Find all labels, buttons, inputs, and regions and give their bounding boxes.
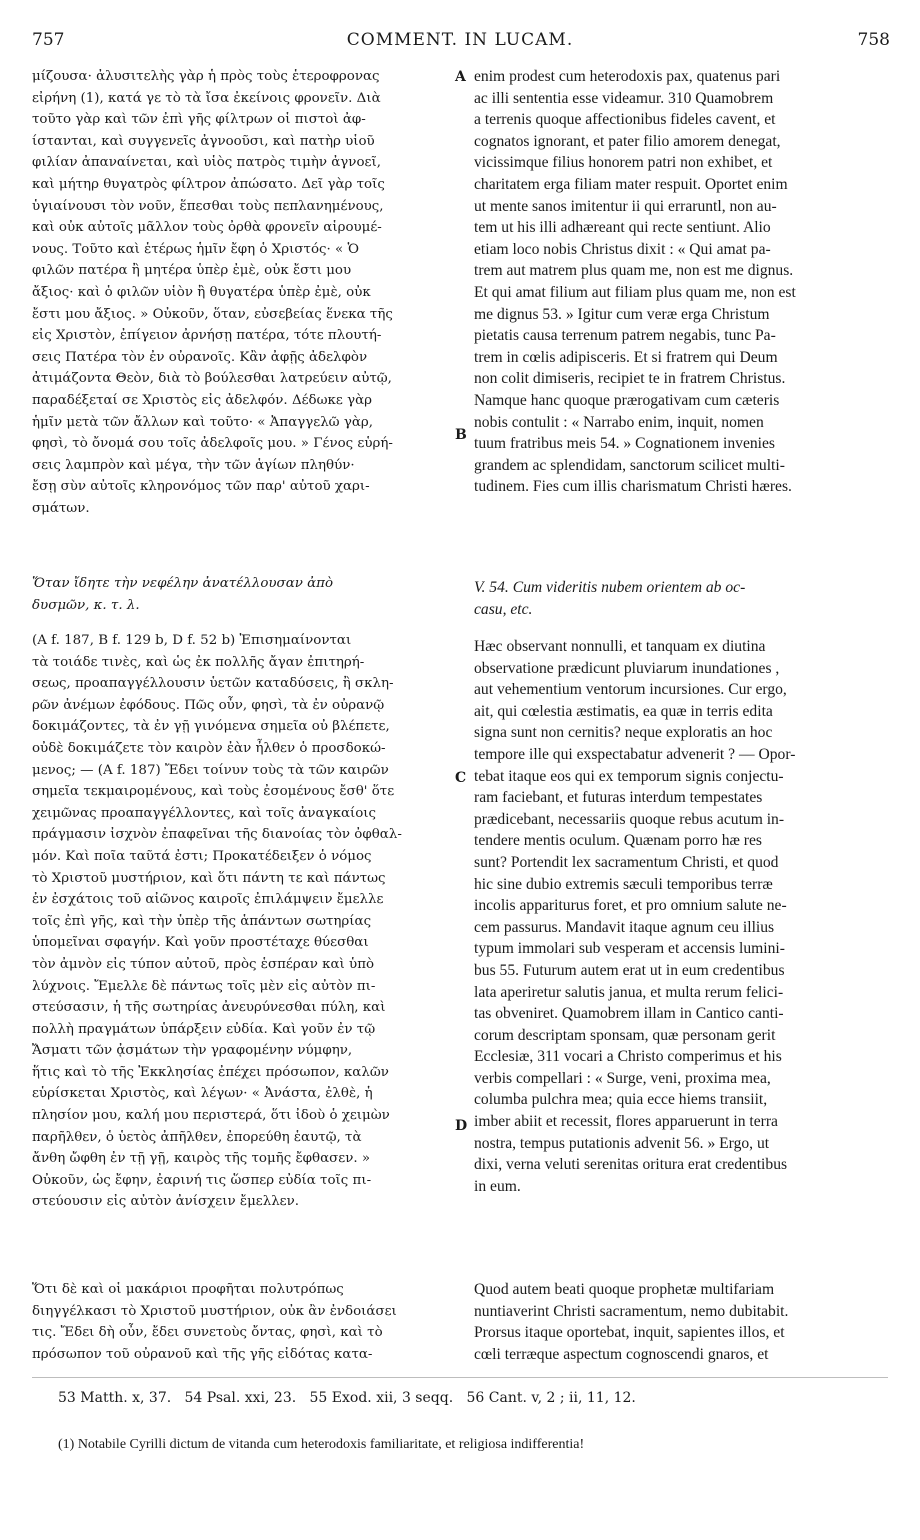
text-line: trem aut matrem plus quam me, non est me dignus. — [474, 262, 794, 280]
text-line: Quod autem beati quoque prophetæ multifariam — [474, 1281, 775, 1298]
text-line: σεις λαμπρὸν καὶ μέγα, τὴν τῶν ἁγίων πληθύν· — [32, 457, 355, 473]
text-line: φησὶ, τὸ ὄνομά σου τοῖς ἀδελφοῖς μου. » Γένος εὑρή- — [32, 436, 393, 452]
text-line: tem ut his illi adhæreant qui recte sentiunt. Alio — [474, 219, 771, 237]
greek-text-block-2 — [32, 630, 460, 1213]
text-line: λύχνοις. Ἔμελλε δὲ πάντως τοῖς μὲν εἰς αὐτὸν πι- — [32, 978, 376, 994]
text-line: vicissimque filius honorem patri non exhibet, et — [474, 154, 773, 172]
footnote: (1) Notabile Cyrilli dictum de vitanda cum heterodoxis familiaritate, et religiosa indifferentia! — [58, 1437, 585, 1452]
text-line: μενος; — (A f. 187) Ἔδει τοίνυν τοὺς τὰ τῶν καιρῶν — [32, 762, 389, 778]
text-line: bus 55. Futurum autem erat ut in eum credentibus — [474, 961, 785, 979]
text-line: ίστανται, καὶ συγγενεῖς ἀγνοοῦσι, καὶ πατὴρ υἱοῦ — [32, 133, 375, 149]
page-header — [0, 30, 920, 56]
margin-letter-d: D — [455, 1118, 468, 1134]
text-line: καὶ μήτηρ θυγατρὸς φίλτρον ἀπώσατο. Δεῖ γὰρ τοῖς — [32, 176, 385, 192]
greek-text-block-3 — [32, 1279, 460, 1365]
text-line: me dignus 53. » Igitur cum veræ erga Christum — [474, 305, 770, 323]
lemma-line: δυσμῶν, κ. τ. λ. — [32, 597, 140, 613]
text-line: nostra, tempus putationis advenit 56. » Ergo, ut — [474, 1134, 770, 1152]
text-line: οὐδὲ δοκιμάζετε τὸν καιρὸν ἐὰν ἦλθεν ὁ προσδοκώ- — [32, 740, 386, 756]
text-line: ἔστι μου ἄξιος. » Οὐκοῦν, ὅταν, εὐσεβείας ἕνεκα τῆς — [32, 306, 393, 322]
text-line: ἐν ἐσχάτοις τοῦ αἰῶνος καιροῖς ἐπιλάμψειν ἔμελλε — [32, 892, 384, 908]
text-line: Ἄσματι τῶν ᾀσμάτων τὴν γραφομένην νύμφην, — [32, 1043, 353, 1059]
footnote-divider — [32, 1377, 888, 1378]
text-line: in eum. — [474, 1177, 521, 1195]
text-line: τοῖς ἐπὶ γῆς, καὶ τὴν ὑπὲρ τῆς ἁπάντων σωτηρίας — [32, 913, 372, 929]
text-line: στεύουσιν εἰς αὐτὸν ἀνίσχειν ἔμελλεν. — [32, 1194, 300, 1210]
text-line: charitatem erga filiam mater respuit. Oportet enim — [474, 175, 788, 193]
text-line: τοῦτο γὰρ καὶ τῶν ἐπὶ γῆς φίλτρων οἱ πιστοὶ ἀφ- — [32, 112, 366, 128]
text-line: nobis contulit : « Narrabo enim, inquit, nomen — [474, 413, 764, 431]
latin-lemma — [474, 577, 889, 620]
text-line: διηγγέλκασι τὸ Χριστοῦ μυστήριον, οὐκ ἂν ἐνδοιάσει — [32, 1303, 397, 1319]
text-line: (A f. 187, B f. 129 b, D f. 52 b) Ἐπισημαίνονται — [32, 633, 352, 648]
text-line: corum descriptam sponsam, quæ personam gerit — [474, 1026, 776, 1044]
text-line: lata aperiretur salutis janua, et multa rerum felici- — [474, 983, 784, 1001]
right-page-number: 758 — [857, 30, 890, 50]
text-line: εἰς Χριστὸν, ἐπίγειον ἀρνήσῃ πατέρα, τότε πλουτή- — [32, 328, 382, 344]
text-line: ρῶν ἀνέμων ἐφόδους. Πῶς οὖν, φησὶ, τὰ ἐν οὐρανῷ — [32, 697, 385, 713]
text-line: σημεῖα τεκμαιρομένους, καὶ τοὺς ἐσομένους ἔσθ' ὅτε — [32, 784, 395, 800]
text-line: τις. Ἔδει δὴ οὖν, ἔδει συνετοὺς ὄντας, φησὶ, καὶ τὸ — [32, 1325, 383, 1341]
text-line: τὰ τοιάδε τινὲς, καὶ ὡς ἐκ πολλῆς ἄγαν ἐπιτηρή- — [32, 654, 365, 670]
latin-text-block-2 — [474, 636, 889, 1197]
text-line: ἥτις καὶ τὸ τῆς Ἐκκλησίας ἐπέχει πρόσωπον, καλῶν — [32, 1064, 389, 1080]
text-line: imber abiit et recessit, flores apparuerunt in terra — [474, 1113, 778, 1131]
text-line: πράγμασιν ἰσχνὸν ἐπαφεῖναι τῆς διανοίας τὸν ὀφθαλ- — [32, 827, 402, 843]
text-line: παρῆλθεν, ὁ ὑετὸς ἀπῆλθεν, ἐπορεύθη ἑαυτῷ, τὰ — [32, 1129, 362, 1145]
text-line: στεύσασιν, ἡ τῆς σωτηρίας ἀνευρύνεσθαι πύλη, καὶ — [32, 1000, 386, 1016]
lemma-line: Ὅταν ἴδητε τὴν νεφέλην ἀνατέλλουσαν ἀπὸ — [32, 576, 334, 591]
text-line: prædicebant, necessariis quoque rebus acutum in- — [474, 810, 785, 828]
text-line: ἀτιμάζοντα Θεὸν, διὰ τὸ βούλεσθαι λατρεύειν αὐτῷ, — [32, 371, 392, 387]
latin-text-block-3 — [474, 1279, 889, 1365]
text-line: ὑπομεῖναι σφαγήν. Καὶ γοῦν προστέταχε θύεσθαι — [32, 935, 369, 951]
text-line: μόν. Καὶ ποῖα ταῦτά ἐστι; Προκατέδειξεν ὁ νόμος — [32, 848, 372, 864]
text-line: trem in cœlis adipisceris. Et si fratrem qui Deum — [474, 348, 778, 366]
text-line: tebat itaque eos qui ex temporum signis conjectu- — [474, 767, 784, 785]
lemma-line: casu, etc. — [474, 600, 533, 618]
text-line: εἰρήνη (1), κατά γε τὸ τὰ ἴσα ἐκείνοις φρονεῖν. Διὰ — [32, 90, 381, 106]
scripture-references: 53 Matth. x, 37. 54 Psal. xxi, 23. 55 Exod. xii, 3 seqq. 56 Cant. v, 2 ; ii, 11, 12. — [58, 1390, 636, 1406]
text-line: ἔσῃ σὺν αὐτοῖς κληρονόμος τῶν παρ' αὐτοῦ χαρι- — [32, 479, 370, 495]
text-line: ἡμῖν μετὰ τῶν ἄλλων καὶ τοῦτο· « Ἀπαγγελῶ γὰρ, — [32, 414, 374, 430]
margin-letter-b: B — [455, 427, 467, 443]
greek-text-block-1 — [32, 66, 460, 519]
text-line: ἄνθη ὤφθη ἐν τῇ γῇ, καιρὸς τῆς τομῆς ἔφθασεν. » — [32, 1151, 371, 1167]
text-line: δοκιμάζοντες, τὰ ἐν γῇ γινόμενα σημεῖα οὐ βλέπετε, — [32, 719, 390, 735]
text-line: columba pulchra mea; quia ecce hiems transiit, — [474, 1091, 768, 1109]
text-line: φιλῶν πατέρα ἢ μητέρα ὑπὲρ ἐμὲ, οὐκ ἔστι μου — [32, 263, 352, 279]
text-line: a terrenis quoque affectionibus fideles cavent, et — [474, 111, 776, 129]
text-line: signa sunt non cernitis? neque exploratis an hoc — [474, 724, 773, 742]
margin-letter-a: A — [455, 69, 466, 85]
text-line: ἄξιος· καὶ ὁ φιλῶν υἱὸν ἢ θυγατέρα ὑπὲρ ἐμὲ, οὐκ — [32, 284, 371, 300]
text-line: hic sine dubio extremis sæculi temporibus terræ — [474, 875, 773, 893]
text-line: ac illi sententia esse videamur. 310 Quamobrem — [474, 89, 774, 107]
text-line: πολλὴ πραγμάτων ὑπάρξειν εὐδία. Καὶ γοῦν ἐν τῷ — [32, 1021, 376, 1037]
text-line: enim prodest cum heterodoxis pax, quatenus pari — [474, 68, 781, 85]
text-line: Ὅτι δὲ καὶ οἱ μακάριοι προφῆται πολυτρόπως — [32, 1282, 344, 1297]
text-line: tempore ille qui exspectabatur advenerit ? — Opor- — [474, 745, 796, 763]
text-line: verbis compellari : « Surge, veni, proxima mea, — [474, 1069, 771, 1087]
text-line: cœli terræque aspectum cognoscendi gnaros, et — [474, 1345, 769, 1363]
text-line: τὸν ἀμνὸν εἰς τύπον αὐτοῦ, πρὸς ἑσπέραν καὶ ὑπὸ — [32, 956, 375, 972]
text-line: σμάτων. — [32, 500, 90, 516]
text-line: παραδέξεταί σε Χριστὸς εἰς ἀδελφόν. Δέδωκε γὰρ — [32, 392, 373, 408]
text-line: grandem ac splendidam, sanctorum scilicet multi- — [474, 456, 785, 474]
text-line: νους. Τοῦτο καὶ ἑτέρως ἡμῖν ἔφη ὁ Χριστός· « Ὁ — [32, 241, 359, 257]
running-title: COMMENT. IN LUCAM. — [346, 30, 574, 50]
left-page-number: 757 — [32, 30, 65, 50]
text-line: ὑγιαίνουσι τὸν νοῦν, ἕπεσθαι τοὺς πεπλανημένους, — [32, 198, 384, 214]
text-line: non colit dimiseris, recipiet te in fratrem Christus. — [474, 370, 786, 388]
text-line: dixi, verna veluti serenitas oritura erat credentibus — [474, 1156, 788, 1174]
text-line: τὸ Χριστοῦ μυστήριον, καὶ ὅτι πάντη τε καὶ πάντως — [32, 870, 386, 886]
text-line: nuntiaverint Christi sacramentum, nemo dubitabit. — [474, 1302, 789, 1320]
text-line: σεως, προαπαγγέλλουσιν ὑετῶν καταδύσεις, ἢ σκλη- — [32, 676, 394, 692]
text-line: ut mente sanos imitentur ii qui erraruntl, non au- — [474, 197, 777, 215]
text-line: tas obveniret. Quamobrem illam in Cantico canti- — [474, 1005, 784, 1023]
text-line: Hæc observant nonnulli, et tanquam ex diutina — [474, 638, 766, 655]
text-line: cognatos ignorant, et pater filio amorem denegat, — [474, 132, 781, 150]
text-line: Οὐκοῦν, ὡς ἔφην, ἐαρινή τις ὥσπερ εὐδία τοῖς πι- — [32, 1172, 372, 1188]
text-line: pietatis causa terrenum patrem negabis, tunc Pa- — [474, 327, 776, 345]
text-line: Namque hanc quoque prærogativam cum cæteris — [474, 391, 780, 409]
text-line: typum immolari sub vesperam et accensis lumini- — [474, 940, 785, 958]
text-line: Prorsus itaque oportebat, inquit, sapientes illos, et — [474, 1324, 785, 1342]
text-line: καὶ οὐκ αὐτοῖς μᾶλλον τοὺς ὀρθὰ φρονεῖν αἱρουμέ- — [32, 220, 382, 236]
greek-lemma — [32, 573, 460, 616]
text-line: πλησίον μου, καλή μου περιστερά, ὅτι ἰδοὺ ὁ χειμὼν — [32, 1108, 390, 1124]
text-line: observatione prædicunt pluviarum inundationes , — [474, 659, 780, 677]
text-line: cem passurus. Mandavit itaque agnum ceu illius — [474, 918, 775, 936]
text-line: tendere mentis oculum. Quænam porro hæ res — [474, 832, 762, 850]
text-line: tuum fratribus meis 54. » Cognationem invenies — [474, 435, 776, 453]
margin-letter-c: C — [455, 770, 467, 786]
text-line: etiam loco nobis Christus dixit : « Qui amat pa- — [474, 240, 771, 258]
text-line: χειμῶνας προαπαγγέλλοντες, καὶ τοῖς ἀναγκαίοις — [32, 805, 377, 821]
text-line: tudinem. Fies cum illis charismatum Christi hæres. — [474, 478, 792, 496]
latin-text-block-1 — [474, 66, 889, 498]
text-line: Et qui amat filium aut filiam plus quam me, non est — [474, 283, 796, 301]
text-line: πρόσωπον τοῦ οὐρανοῦ καὶ τῆς γῆς εἰδότας κατα- — [32, 1346, 373, 1362]
text-line: ram faciebant, et futuras interdum tempestates — [474, 789, 763, 807]
text-line: εὑρίσκεται Χριστὸς, καὶ λέγων· « Ἀνάστα, ἐλθὲ, ἡ — [32, 1086, 373, 1102]
text-line: φιλίαν ἀπαναίνεται, καὶ υἱὸς πατρὸς τιμὴν ἀγνοεῖ, — [32, 155, 381, 171]
text-line: μίζουσα· ἀλυσιτελὴς γὰρ ἡ πρὸς τοὺς ἑτεροφρονας — [32, 69, 380, 84]
text-line: sunt? Portendit lex sacramentum Christi, et quod — [474, 853, 779, 871]
text-line: ait, qui cœlestia æstimatis, ea quæ in terris edita — [474, 702, 773, 720]
text-line: aut vehementium ventorum incursiones. Cur ergo, — [474, 681, 787, 699]
text-line: Ecclesiæ, 311 vocari a Christo comperimus et his — [474, 1048, 782, 1066]
lemma-line: V. 54. Cum videritis nubem orientem ab oc- — [474, 579, 746, 596]
text-line: σεις Πατέρα τὸν ἐν οὐρανοῖς. Κἂν ἀφῇς ἀδελφὸν — [32, 349, 368, 365]
text-line: incolis appariturus foret, et pro omnium salute ne- — [474, 897, 787, 915]
